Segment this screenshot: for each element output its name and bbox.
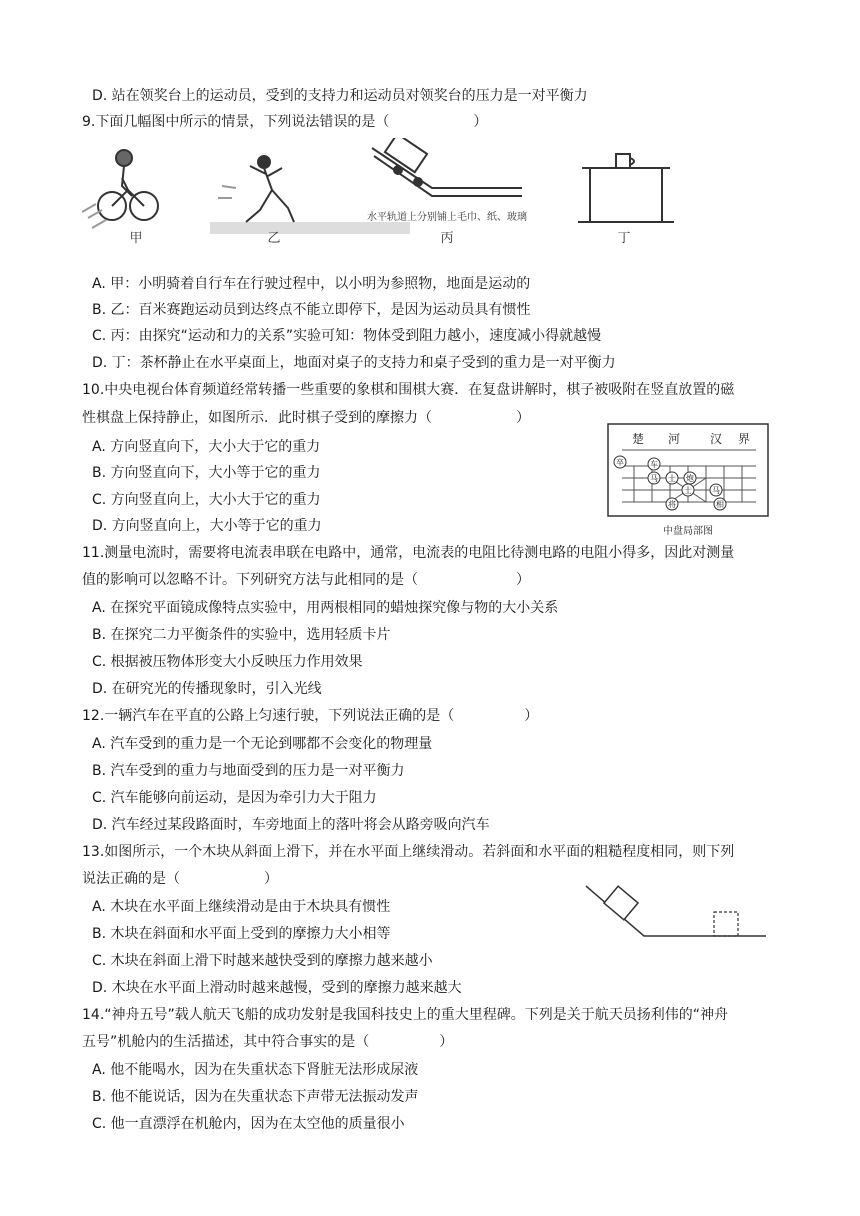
river-jie: 界	[738, 432, 751, 446]
q12-option-d: D. 汽车经过某段路面时，车旁地面上的落叶将会从路旁吸向汽车	[92, 817, 490, 833]
q8-option-d: D. 站在领奖台上的运动员，受到的支持力和运动员对领奖台的压力是一对平衡力	[92, 88, 588, 104]
q12-option-b: B. 汽车受到的重力与地面受到的压力是一对平衡力	[92, 763, 405, 779]
piece-label: 士	[684, 486, 692, 495]
piece-label: 马	[650, 474, 658, 483]
q10-option-a: A. 方向竖直向下，大小大于它的重力	[92, 439, 321, 455]
q10-option-d: D. 方向竖直向上，大小等于它的重力	[92, 518, 322, 534]
figure-q13	[584, 882, 768, 942]
chessboard-caption: 中盘局部图	[663, 526, 713, 537]
piece-label: 炮	[686, 474, 694, 483]
q11-option-a: A. 在探究平面镜成像特点实验中，用两根相同的蜡烛探究像与物的大小关系	[92, 600, 559, 616]
q9-option-c: C. 丙：由探究“运动和力的关系”实验可知：物体受到阻力越小，速度减小得就越慢	[92, 328, 602, 344]
label-ding: 丁	[617, 231, 631, 246]
incline-cart-image	[372, 138, 522, 196]
label-jia: 甲	[129, 231, 143, 246]
q11-stem-2: 值的影响可以忽略不计。下列研究方法与此相同的是（ ）	[82, 572, 530, 588]
cyclist-image	[82, 150, 158, 228]
track-caption: 水平轨道上分别铺上毛巾、纸、玻璃	[367, 212, 527, 223]
q14-option-c: C. 他一直漂浮在机舱内，因为在太空他的质量很小	[92, 1116, 405, 1132]
q14-option-a: A. 他不能喝水，因为在失重状态下肾脏无法形成尿液	[92, 1062, 419, 1078]
figure-q10	[606, 422, 772, 540]
table-cup-image	[578, 154, 674, 222]
piece-label: 车	[650, 460, 658, 469]
piece-label: 士	[668, 474, 676, 483]
incline-block-svg	[584, 882, 768, 942]
block-dashed	[714, 912, 738, 936]
q13-option-d: D. 木块在水平面上滑动时越来越慢，受到的摩擦力越来越大	[92, 980, 462, 996]
q11-option-c: C. 根据被压物体形变大小反映压力作用效果	[92, 654, 363, 670]
piece-label: 卒	[616, 458, 624, 467]
q11-option-d: D. 在研究光的传播现象时，引入光线	[92, 681, 322, 697]
piece-label: 马	[712, 486, 720, 495]
q12-option-c: C. 汽车能够向前运动，是因为牵引力大于阻力	[92, 790, 377, 806]
q12-option-a: A. 汽车受到的重力是一个无论到哪都不会变化的物理量	[92, 736, 433, 752]
q13-stem-1: 13.如图所示，一个木块从斜面上滑下，并在水平面上继续滑动。若斜面和水平面的粗糙程度相同，则下列	[82, 844, 735, 860]
q9-option-b: B. 乙：百米赛跑运动员到达终点不能立即停下，是因为运动员具有惯性	[92, 302, 531, 318]
q14-stem-2: 五号”机舱内的生活描述，其中符合事实的是（ ）	[82, 1034, 454, 1050]
river-han: 汉	[710, 432, 723, 446]
label-bing: 丙	[440, 231, 454, 246]
q13-option-c: C. 木块在斜面上滑下时越来越快受到的摩擦力越来越小	[92, 953, 433, 969]
q9-option-a: A. 甲：小明骑着自行车在行驶过程中，以小明为参照物，地面是运动的	[92, 276, 531, 292]
q11-stem-1: 11.测量电流时，需要将电流表串联在电路中，通常，电流表的电阻比待测电路的电阻小得多，因此对测量	[82, 545, 735, 561]
river-he: 河	[668, 432, 681, 446]
river-chu: 楚	[632, 432, 645, 446]
q10-option-b: B. 方向竖直向下，大小等于它的重力	[92, 465, 321, 481]
piece-label: 相	[716, 500, 724, 509]
q11-option-b: B. 在探究二力平衡条件的实验中，选用轻质卡片	[92, 627, 391, 643]
q13-stem-2: 说法正确的是（ ）	[82, 871, 278, 887]
q10-stem-1: 10.中央电视台体育频道经常转播一些重要的象棋和围棋大赛．在复盘讲解时，棋子被吸附在竖直放置的磁	[82, 382, 735, 398]
block-on-incline	[604, 886, 638, 920]
q9-stem: 9.下面几幅图中所示的情景，下列说法错误的是（ ）	[82, 114, 488, 130]
chessboard-svg	[606, 422, 772, 540]
figure-q9-svg	[82, 138, 674, 246]
q10-stem-2: 性棋盘上保持静止，如图所示．此时棋子受到的摩擦力（ ）	[82, 410, 530, 426]
q13-option-a: A. 木块在水平面上继续滑动是由于木块具有惯性	[92, 899, 391, 915]
q12-stem: 12.一辆汽车在平直的公路上匀速行驶，下列说法正确的是（ ）	[82, 708, 539, 724]
q14-stem-1: 14.“神舟五号”载人航天飞船的成功发射是我国科技史上的重大里程碑。下列是关于航天员扬利伟的“神舟	[82, 1007, 729, 1023]
q14-option-b: B. 他不能说话，因为在失重状态下声带无法振动发声	[92, 1089, 419, 1105]
q13-option-b: B. 木块在斜面和水平面上受到的摩擦力大小相等	[92, 926, 391, 942]
figure-q9	[82, 138, 674, 246]
q9-option-d: D. 丁：茶杯静止在水平桌面上，地面对桌子的支持力和桌子受到的重力是一对平衡力	[92, 355, 616, 371]
piece-label: 将	[668, 500, 676, 509]
label-yi: 乙	[267, 231, 281, 246]
q10-option-c: C. 方向竖直向上，大小大于它的重力	[92, 492, 321, 508]
